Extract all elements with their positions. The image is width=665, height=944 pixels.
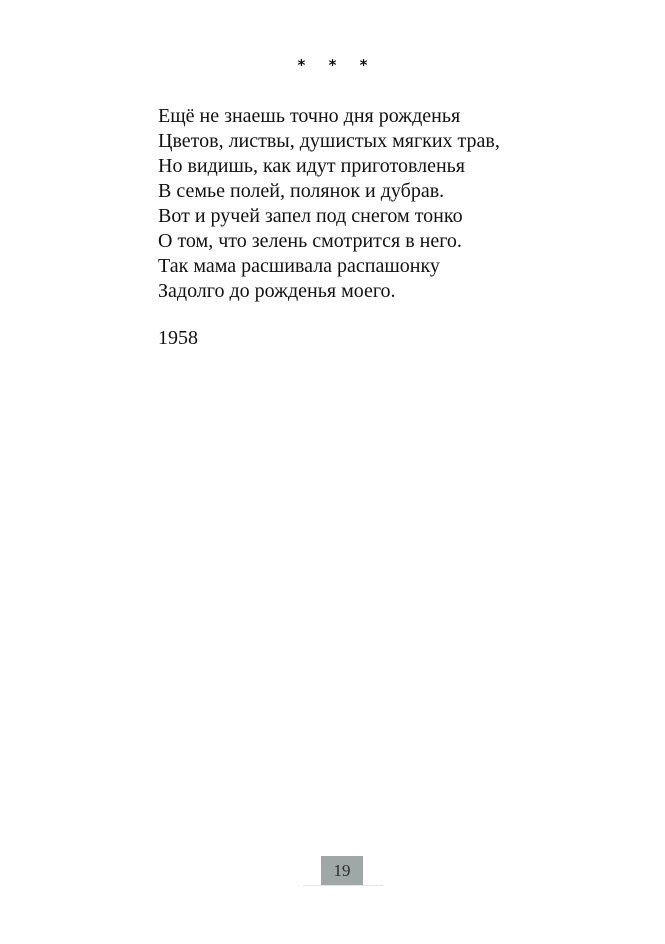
footer-divider	[303, 885, 383, 886]
poem-line: Вот и ручей запел под снегом тонко	[158, 205, 463, 227]
poem-line: В семье полей, полянок и дубрав.	[158, 180, 445, 202]
page-number-badge	[321, 856, 363, 886]
poem-line: Ещё не знаешь точно дня рожденья	[158, 105, 461, 127]
poem-line: Задолго до рожденья моего.	[158, 280, 396, 302]
section-separator: * * *	[297, 56, 377, 74]
poem-line: Так мама расшивала распашонку	[158, 255, 440, 277]
poem-year: 1958	[158, 327, 198, 349]
poem-stanza	[158, 104, 500, 304]
poem-line: Цветов, листвы, душистых мягких трав,	[158, 130, 500, 152]
page-number: 19	[333, 861, 351, 880]
poem-line: О том, что зелень смотрится в него.	[158, 230, 462, 252]
poem-line: Но видишь, как идут приготовленья	[158, 155, 466, 177]
